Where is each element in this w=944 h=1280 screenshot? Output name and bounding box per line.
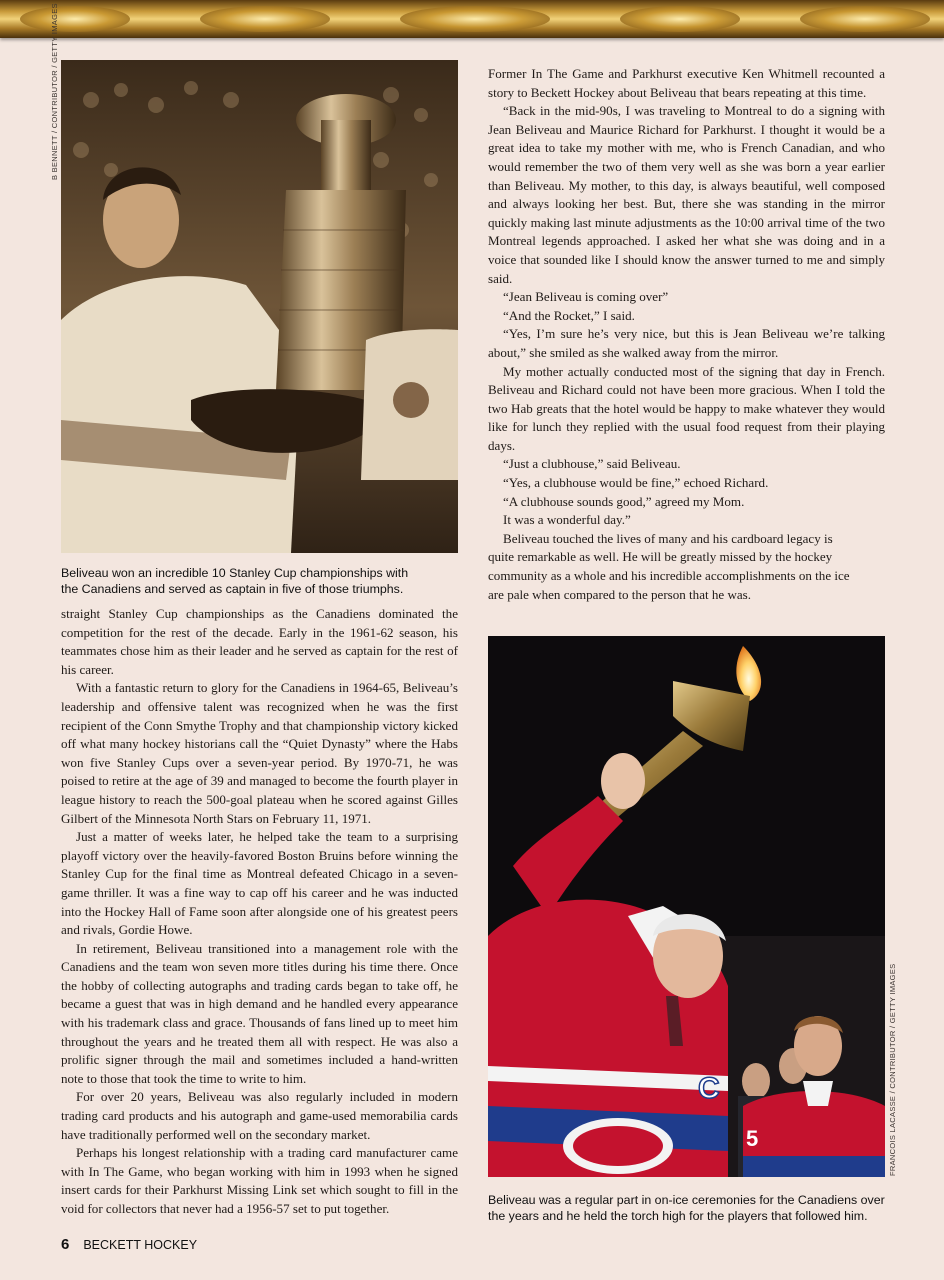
jersey-number: 5 xyxy=(746,1126,759,1151)
paragraph: In retirement, Beliveau transitioned into a management role with the Canadiens and the team won seven more titles during his time there. Once the hobby of collecting autographs and trading cards began to take off, he became a guest that was in high demand and he handled every appearance with his trademark class and grace. Thousands of fans lined up to meet him throughout the years and he treated them all with respect. He was also a prolific signer through the mail and sometimes included a hand-written note to those that took the time to write to him. xyxy=(61,940,458,1086)
paragraph: straight Stanley Cup championships as the Canadiens dominated the competition for the rest of the decade. Early in the 1961-62 season, his teammates chose him as their leader and he served as captain for the rest of his career. xyxy=(61,606,458,677)
publication-name: BECKETT HOCKEY xyxy=(83,1238,198,1252)
paragraph: Perhaps his longest relationship with a trading card manufacturer came with In The Game, who began working with him in 1993 when he signed insert cards for their Parkhurst Missing Link set which sought to fill in the void for collectors that never had a 1956-57 set to put together. xyxy=(61,1145,458,1216)
article-left-column xyxy=(61,605,458,1219)
paragraph: “Yes, a clubhouse would be fine,” echoed Richard. xyxy=(503,475,769,491)
photo-beliveau-torch xyxy=(488,636,885,1177)
photo-credit-bottom: FRANCOIS LACASSE / CONTRIBUTOR / GETTY IMAGES xyxy=(888,963,897,1176)
caption-top: Beliveau won an incredible 10 Stanley Cup championships with the Canadiens and served as captain in five of those triumphs. xyxy=(61,566,409,596)
paragraph: Former In The Game and Parkhurst executive Ken Whitmell recounted a story to Beckett Hockey about Beliveau that bears repeating at this time. xyxy=(488,66,885,100)
gold-frame-border xyxy=(0,0,944,38)
page-footer xyxy=(61,1236,197,1253)
paragraph: “And the Rocket,” I said. xyxy=(503,307,635,323)
page-number: 6 xyxy=(61,1236,70,1253)
jersey-captain-letter: C xyxy=(698,1072,720,1105)
paragraph: With a fantastic return to glory for the Canadiens in 1964-65, Beliveau’s leadership and offensive talent was recognized when he was the first recipient of the Conn Smythe Trophy and that championship victory kicked off what many hockey historians call the “Quiet Dynasty” where the Habs won five Stanley Cups over a seven-year period. By 1970-71, he was poised to retire at the age of 39 and managed to become the fourth player in league history to reach the 500-goal plateau when he scored against Gilles Gilbert of the Minnesota North Stars on February 11, 1971. xyxy=(61,680,458,826)
photo-credit-top: B BENNETT / CONTRIBUTOR / GETTY IMAGES xyxy=(50,3,59,180)
article-right-column xyxy=(488,65,885,604)
photo-beliveau-stanley-cup xyxy=(61,60,458,553)
paragraph: Beliveau touched the lives of many and his cardboard legacy is quite remarkable as well. He will be greatly missed by the hockey community as a whole and his incredible accomplishments on the ice are pale when compared to the person that he was. xyxy=(488,530,850,602)
paragraph: “Back in the mid-90s, I was traveling to Montreal to do a signing with Jean Beliveau and Maurice Richard for Parkhurst. I thought it would be a great idea to take my mother with me, who is French Canadian, and who would remember the two of them very well as she was born a year earlier than Beliveau. My mother, to this day, is always beautiful, well composed and always looking her best. But, there she was standing in the mirror quickly making last minute adjustments as the 10:00 arrival time of the two Montreal legends approached. I asked her what she was doing and in a voice that sounded like I should know the answer turned to me and simply said. xyxy=(488,103,885,286)
paragraph: My mother actually conducted most of the signing that day in French. Beliveau and Richard could not have been more gracious. When I told the two Hab greats that the hotel would be happy to make whatever they would like for lunch they replied with the usual food request from their playing days. xyxy=(488,363,885,453)
paragraph: “Just a clubhouse,” said Beliveau. xyxy=(503,456,681,472)
paragraph: “A clubhouse sounds good,” agreed my Mom. xyxy=(503,493,745,509)
paragraph: For over 20 years, Beliveau was also regularly included in modern trading card products and his autograph and game-used memorabilia cards have traditionally performed well on the secondary market. xyxy=(61,1089,458,1142)
paragraph: It was a wonderful day.” xyxy=(503,512,631,528)
paragraph: Just a matter of weeks later, he helped take the team to a surprising playoff victory over the heavily-favored Boston Bruins before winning the Stanley Cup for the final time as Montreal defeated Chicago in a seven-game thriller. It was a fine way to cap off his career and he was inducted into the Hockey Hall of Fame soon after alongside one of his greatest peers and rivals, Gordie Howe. xyxy=(61,829,458,938)
caption-bottom: Beliveau was a regular part in on-ice ceremonies for the Canadiens over the years and he held the torch high for the players that followed him. xyxy=(488,1193,885,1223)
paragraph: “Yes, I’m sure he’s very nice, but this is Jean Beliveau we’re talking about,” she smiled as she walked away from the mirror. xyxy=(488,326,885,360)
paragraph: “Jean Beliveau is coming over” xyxy=(503,289,669,305)
